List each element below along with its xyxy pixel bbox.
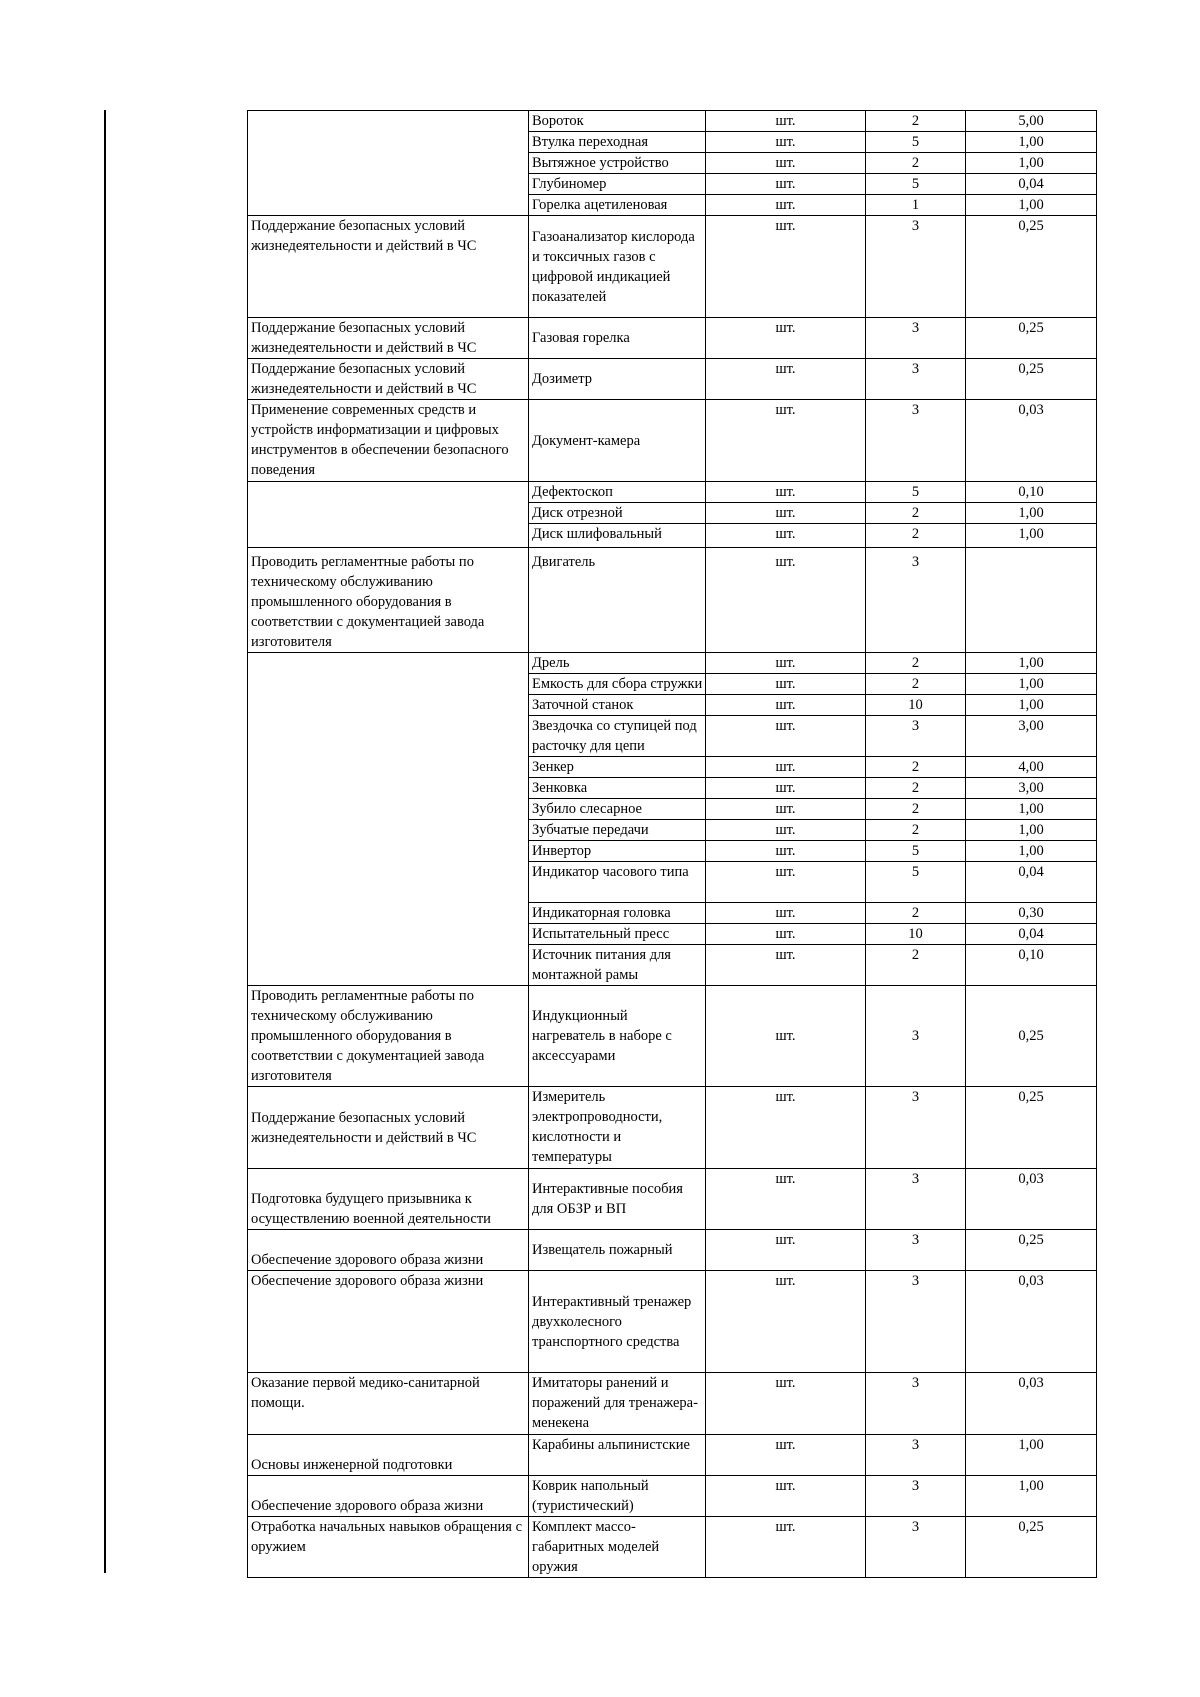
table-row — [248, 111, 1097, 132]
section-cell: Поддержание безопасных условий жизнедеятельности и действий в ЧС — [248, 318, 529, 359]
item-qty: 3 — [866, 1169, 966, 1230]
item-qty: 3 — [866, 548, 966, 653]
table-row — [248, 1517, 1097, 1578]
item-name: Газоанализатор кислорода и токсичных газов с цифровой индикацией показателей — [529, 216, 706, 318]
item-unit: шт. — [706, 524, 866, 548]
table-row — [248, 400, 1097, 482]
table-row — [248, 318, 1097, 359]
item-unit: шт. — [706, 778, 866, 799]
section-cell: Проводить регламентные работы по техническому обслуживанию промышленного оборудования в соответствии с документацией завода изготовителя — [248, 548, 529, 653]
item-value — [966, 548, 1097, 653]
item-value: 3,00 — [966, 778, 1097, 799]
section-cell: Обеспечение здорового образа жизни — [248, 1271, 529, 1373]
section-cell — [248, 111, 529, 216]
item-qty: 3 — [866, 318, 966, 359]
item-qty: 10 — [866, 695, 966, 716]
item-qty: 3 — [866, 359, 966, 400]
item-unit: шт. — [706, 482, 866, 503]
section-cell: Применение современных средств и устройств информатизации и цифровых инструментов в обеспечении безопасного поведения — [248, 400, 529, 482]
item-unit: шт. — [706, 986, 866, 1087]
item-qty: 5 — [866, 862, 966, 903]
item-value: 1,00 — [966, 1476, 1097, 1517]
item-unit: шт. — [706, 841, 866, 862]
section-cell — [248, 482, 529, 548]
item-name: Горелка ацетиленовая — [529, 195, 706, 216]
item-qty: 2 — [866, 799, 966, 820]
item-name: Карабины альпинистские — [529, 1435, 706, 1476]
item-unit: шт. — [706, 1373, 866, 1435]
table-row — [248, 1169, 1097, 1230]
section-cell — [248, 653, 529, 986]
table-row — [248, 1435, 1097, 1476]
item-qty: 2 — [866, 820, 966, 841]
item-value: 0,25 — [966, 1230, 1097, 1271]
item-value: 0,04 — [966, 174, 1097, 195]
item-value: 5,00 — [966, 111, 1097, 132]
item-unit: шт. — [706, 1271, 866, 1373]
item-name: Зубчатые передачи — [529, 820, 706, 841]
item-unit: шт. — [706, 174, 866, 195]
item-unit: шт. — [706, 862, 866, 903]
item-unit: шт. — [706, 1476, 866, 1517]
item-qty: 3 — [866, 216, 966, 318]
item-name: Зубило слесарное — [529, 799, 706, 820]
left-margin-line — [104, 110, 106, 1573]
item-value: 1,00 — [966, 820, 1097, 841]
item-value: 1,00 — [966, 653, 1097, 674]
section-cell: Основы инженерной подготовки — [248, 1435, 529, 1476]
item-name: Имитаторы ранений и поражений для тренажера-менекена — [529, 1373, 706, 1435]
item-qty: 3 — [866, 1373, 966, 1435]
item-value: 0,25 — [966, 1087, 1097, 1169]
item-name: Заточной станок — [529, 695, 706, 716]
item-unit: шт. — [706, 153, 866, 174]
section-cell: Поддержание безопасных условий жизнедеятельности и действий в ЧС — [248, 216, 529, 318]
item-qty: 5 — [866, 841, 966, 862]
item-name: Вытяжное устройство — [529, 153, 706, 174]
item-unit: шт. — [706, 716, 866, 757]
section-cell: Обеспечение здорового образа жизни — [248, 1230, 529, 1271]
item-unit: шт. — [706, 1435, 866, 1476]
item-qty: 2 — [866, 778, 966, 799]
item-unit: шт. — [706, 674, 866, 695]
item-name: Индикатор часового типа — [529, 862, 706, 903]
item-qty: 5 — [866, 174, 966, 195]
item-value: 0,25 — [966, 318, 1097, 359]
item-name: Интерактивные пособия для ОБЗР и ВП — [529, 1169, 706, 1230]
item-name: Вороток — [529, 111, 706, 132]
item-value: 1,00 — [966, 799, 1097, 820]
item-name: Источник питания для монтажной рамы — [529, 945, 706, 986]
item-unit: шт. — [706, 400, 866, 482]
item-qty: 3 — [866, 400, 966, 482]
item-name: Диск шлифовальный — [529, 524, 706, 548]
item-unit: шт. — [706, 195, 866, 216]
item-value: 0,04 — [966, 924, 1097, 945]
item-value: 0,25 — [966, 359, 1097, 400]
section-cell: Проводить регламентные работы по техническому обслуживанию промышленного оборудования в соответствии с документацией завода изготовителя — [248, 986, 529, 1087]
item-name: Испытательный пресс — [529, 924, 706, 945]
item-qty: 2 — [866, 653, 966, 674]
item-value: 0,30 — [966, 903, 1097, 924]
item-value: 1,00 — [966, 841, 1097, 862]
item-qty: 3 — [866, 986, 966, 1087]
item-name: Зенкер — [529, 757, 706, 778]
item-value: 1,00 — [966, 1435, 1097, 1476]
item-value: 1,00 — [966, 195, 1097, 216]
item-value: 0,03 — [966, 400, 1097, 482]
item-unit: шт. — [706, 820, 866, 841]
item-qty: 3 — [866, 716, 966, 757]
item-value: 1,00 — [966, 674, 1097, 695]
item-unit: шт. — [706, 1517, 866, 1578]
item-unit: шт. — [706, 695, 866, 716]
item-qty: 2 — [866, 503, 966, 524]
table-row — [248, 1087, 1097, 1169]
section-cell: Отработка начальных навыков обращения с оружием — [248, 1517, 529, 1578]
item-name: Документ-камера — [529, 400, 706, 482]
section-cell: Поддержание безопасных условий жизнедеятельности и действий в ЧС — [248, 1087, 529, 1169]
item-name: Дрель — [529, 653, 706, 674]
item-qty: 5 — [866, 482, 966, 503]
item-unit: шт. — [706, 1230, 866, 1271]
item-value: 1,00 — [966, 132, 1097, 153]
item-name: Диск отрезной — [529, 503, 706, 524]
item-name: Звездочка со ступицей под расточку для цепи — [529, 716, 706, 757]
item-value: 0,04 — [966, 862, 1097, 903]
item-name: Дозиметр — [529, 359, 706, 400]
item-value: 3,00 — [966, 716, 1097, 757]
item-value: 0,25 — [966, 216, 1097, 318]
item-name: Глубиномер — [529, 174, 706, 195]
section-cell: Подготовка будущего призывника к осуществлению военной деятельности — [248, 1169, 529, 1230]
table-row — [248, 359, 1097, 400]
item-value: 1,00 — [966, 503, 1097, 524]
item-value: 0,03 — [966, 1271, 1097, 1373]
item-value: 0,03 — [966, 1169, 1097, 1230]
item-qty: 3 — [866, 1087, 966, 1169]
section-cell: Обеспечение здорового образа жизни — [248, 1476, 529, 1517]
table-row — [248, 482, 1097, 503]
item-unit: шт. — [706, 132, 866, 153]
item-unit: шт. — [706, 359, 866, 400]
item-name: Извещатель пожарный — [529, 1230, 706, 1271]
item-name: Втулка переходная — [529, 132, 706, 153]
item-unit: шт. — [706, 503, 866, 524]
item-qty: 3 — [866, 1230, 966, 1271]
item-unit: шт. — [706, 1087, 866, 1169]
item-name: Измеритель электропроводности, кислотности и температуры — [529, 1087, 706, 1169]
table-row — [248, 653, 1097, 674]
item-value: 0,03 — [966, 1373, 1097, 1435]
item-unit: шт. — [706, 903, 866, 924]
item-unit: шт. — [706, 799, 866, 820]
item-unit: шт. — [706, 548, 866, 653]
table-row — [248, 986, 1097, 1087]
item-value: 0,25 — [966, 1517, 1097, 1578]
section-cell: Поддержание безопасных условий жизнедеятельности и действий в ЧС — [248, 359, 529, 400]
item-qty: 3 — [866, 1476, 966, 1517]
item-qty: 2 — [866, 903, 966, 924]
item-name: Инвертор — [529, 841, 706, 862]
item-name: Индукционный нагреватель в наборе с аксессуарами — [529, 986, 706, 1087]
item-value: 4,00 — [966, 757, 1097, 778]
item-name: Интерактивный тренажер двухколесного транспортного средства — [529, 1271, 706, 1373]
item-name: Зенковка — [529, 778, 706, 799]
table-row — [248, 1373, 1097, 1435]
item-qty: 2 — [866, 153, 966, 174]
table-row — [248, 548, 1097, 653]
item-qty: 2 — [866, 674, 966, 695]
table-row — [248, 1271, 1097, 1373]
item-unit: шт. — [706, 111, 866, 132]
item-unit: шт. — [706, 924, 866, 945]
item-name: Двигатель — [529, 548, 706, 653]
item-value: 0,10 — [966, 482, 1097, 503]
item-qty: 2 — [866, 757, 966, 778]
item-value: 1,00 — [966, 153, 1097, 174]
table-row — [248, 1476, 1097, 1517]
table-row — [248, 216, 1097, 318]
item-name: Комплект массо-габаритных моделей оружия — [529, 1517, 706, 1578]
item-qty: 2 — [866, 111, 966, 132]
item-value: 1,00 — [966, 524, 1097, 548]
item-qty: 3 — [866, 1517, 966, 1578]
item-value: 1,00 — [966, 695, 1097, 716]
item-qty: 5 — [866, 132, 966, 153]
equipment-table — [247, 110, 1097, 1578]
item-name: Коврик напольный (туристический) — [529, 1476, 706, 1517]
item-qty: 10 — [866, 924, 966, 945]
item-qty: 2 — [866, 524, 966, 548]
item-name: Газовая горелка — [529, 318, 706, 359]
item-qty: 3 — [866, 1435, 966, 1476]
section-cell: Оказание первой медико-санитарной помощи. — [248, 1373, 529, 1435]
item-value: 0,10 — [966, 945, 1097, 986]
item-qty: 2 — [866, 945, 966, 986]
item-name: Емкость для сбора стружки — [529, 674, 706, 695]
item-unit: шт. — [706, 653, 866, 674]
item-unit: шт. — [706, 1169, 866, 1230]
item-qty: 3 — [866, 1271, 966, 1373]
item-name: Дефектоскоп — [529, 482, 706, 503]
item-unit: шт. — [706, 318, 866, 359]
item-qty: 1 — [866, 195, 966, 216]
item-unit: шт. — [706, 945, 866, 986]
item-value: 0,25 — [966, 986, 1097, 1087]
item-unit: шт. — [706, 757, 866, 778]
item-name: Индикаторная головка — [529, 903, 706, 924]
table-row — [248, 1230, 1097, 1271]
item-unit: шт. — [706, 216, 866, 318]
